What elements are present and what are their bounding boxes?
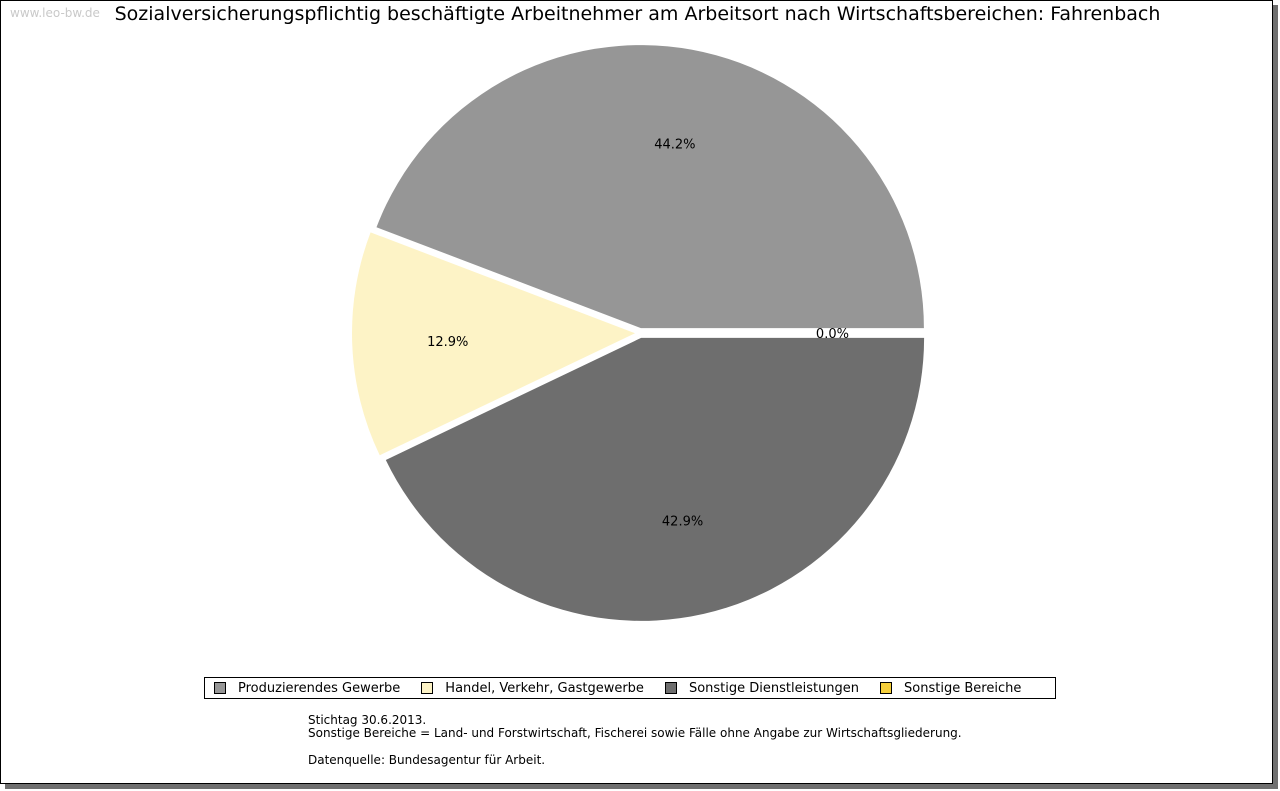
note-date: Stichtag 30.6.2013.	[308, 713, 427, 727]
legend-swatch	[665, 682, 677, 694]
slice-value-label: 42.9%	[661, 514, 704, 530]
note-source: Datenquelle: Bundesagentur für Arbeit.	[308, 753, 546, 767]
legend-item	[421, 681, 644, 696]
legend-label: Sonstige Bereiche	[904, 680, 1022, 696]
watermark: www.leo-bw.de	[10, 6, 100, 20]
slice-value-label: 12.9%	[427, 334, 469, 350]
legend-label: Produzierendes Gewerbe	[238, 680, 401, 696]
pie-chart	[1, 1, 1274, 785]
legend-item	[214, 681, 400, 696]
chart-notes	[308, 714, 962, 767]
legend-item	[665, 681, 859, 696]
legend-item	[880, 681, 1021, 696]
chart-title: Sozialversicherungspflichtig beschäftigte Arbeitnehmer am Arbeitsort nach Wirtschaftsbereichen: Fahrenbach	[114, 3, 1161, 25]
slice-value-label: 0.0%	[815, 327, 849, 342]
legend-swatch	[214, 682, 226, 694]
slice-value-label: 44.2%	[654, 137, 696, 153]
legend-swatch	[880, 682, 892, 694]
chart-legend	[204, 677, 1056, 699]
note-definition: Sonstige Bereiche = Land- und Forstwirtschaft, Fischerei sowie Fälle ohne Angabe zur Wirtschaftsgliederung.	[308, 726, 962, 740]
legend-swatch	[421, 682, 433, 694]
legend-label: Handel, Verkehr, Gastgewerbe	[445, 680, 644, 696]
legend-label: Sonstige Dienstleistungen	[688, 680, 860, 696]
